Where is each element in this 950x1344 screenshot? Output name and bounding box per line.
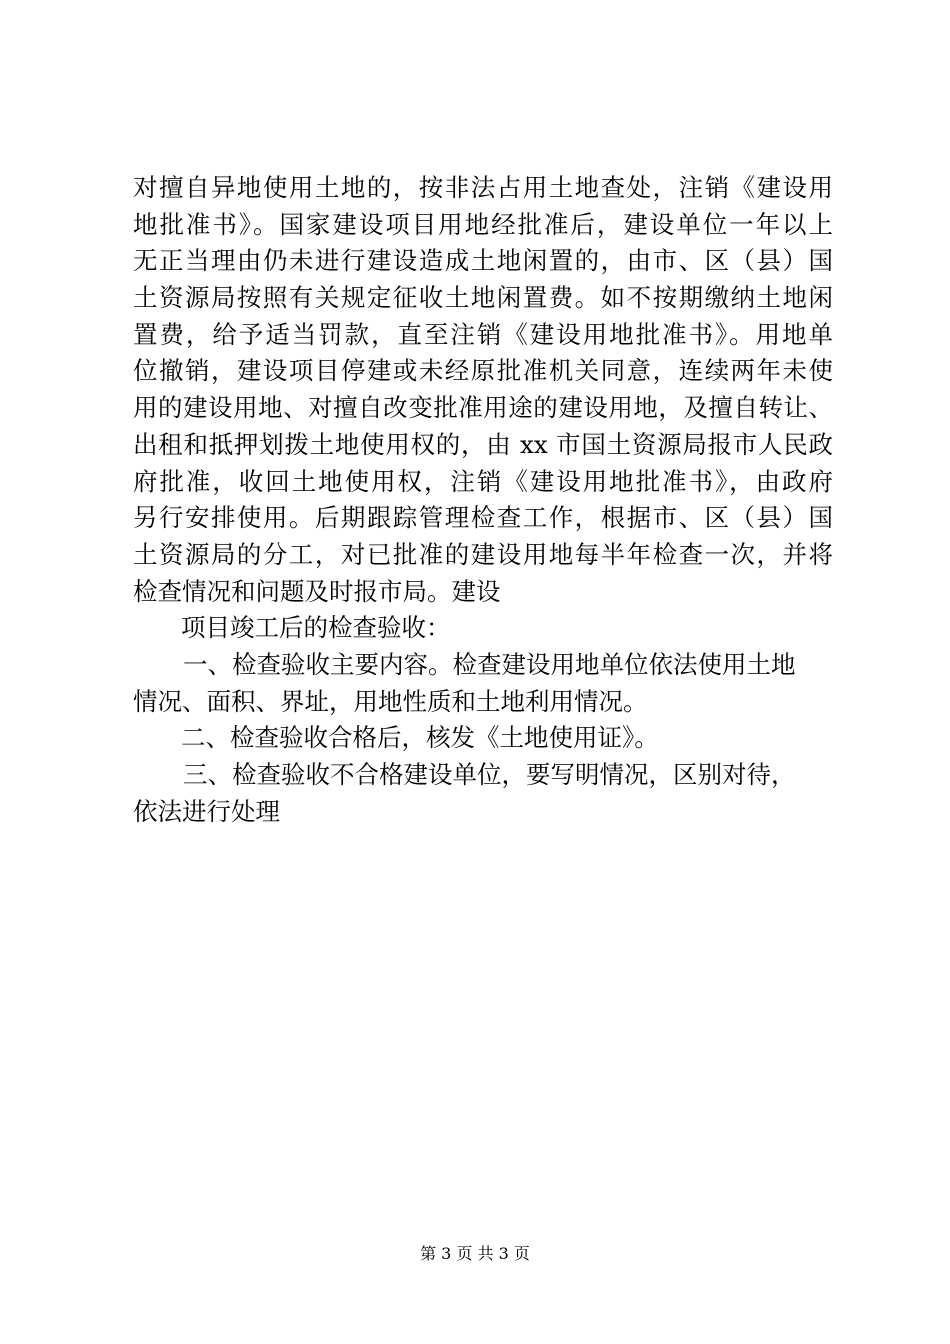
list-item-continuation: 依法进行处理 bbox=[133, 796, 280, 826]
paragraph-line: 置费，给予适当罚款，直至注销《建设用地批准书》。用地单 bbox=[133, 319, 833, 349]
paragraph-line: 位撤销，建设项目停建或未经原批准机关同意，连续两年未使 bbox=[133, 356, 833, 386]
page-number-label: 第 3 页 共 3 页 bbox=[420, 1244, 530, 1263]
paragraph-line: 对擅自异地使用土地的，按非法占用土地查处，注销《建设用 bbox=[133, 173, 833, 202]
section-heading-line: 项目竣工后的检查验收： bbox=[181, 613, 451, 643]
paragraph-line: 土资源局的分工，对已批准的建设用地每半年检查一次，并将 bbox=[133, 539, 833, 569]
paragraph-line: 用的建设用地、对擅自改变批准用途的建设用地，及擅自转让、 bbox=[133, 393, 833, 423]
list-item-continuation: 情况、面积、界址，用地性质和土地利用情况。 bbox=[133, 686, 648, 716]
paragraph-line: 检查情况和问题及时报市局。建设 bbox=[133, 576, 501, 606]
paragraph-line: 地批准书》。国家建设项目用地经批准后，建设单位一年以上 bbox=[133, 209, 833, 239]
paragraph-line: 土资源局按照有关规定征收土地闲置费。如不按期缴纳土地闲 bbox=[133, 283, 833, 313]
document-body bbox=[133, 170, 833, 830]
page-footer bbox=[0, 1244, 950, 1264]
paragraph-line: 出租和抵押划拨土地使用权的，由 xx 市国土资源局报市人民政 bbox=[133, 429, 833, 459]
paragraph-line: 府批准，收回土地使用权，注销《建设用地批准书》，由政府 bbox=[133, 466, 833, 496]
paragraph-line: 无正当理由仍未进行建设造成土地闲置的，由市、区（县）国 bbox=[133, 246, 833, 276]
list-item-line: 三、检查验收不合格建设单位，要写明情况，区别对待， bbox=[183, 760, 796, 789]
paragraph-line: 另行安排使用。后期跟踪管理检查工作，根据市、区（县）国 bbox=[133, 503, 833, 533]
list-item-line: 二、检查验收合格后，核发《土地使用证》。 bbox=[181, 723, 659, 753]
list-item-line: 一、检查验收主要内容。检查建设用地单位依法使用土地 bbox=[183, 649, 796, 679]
